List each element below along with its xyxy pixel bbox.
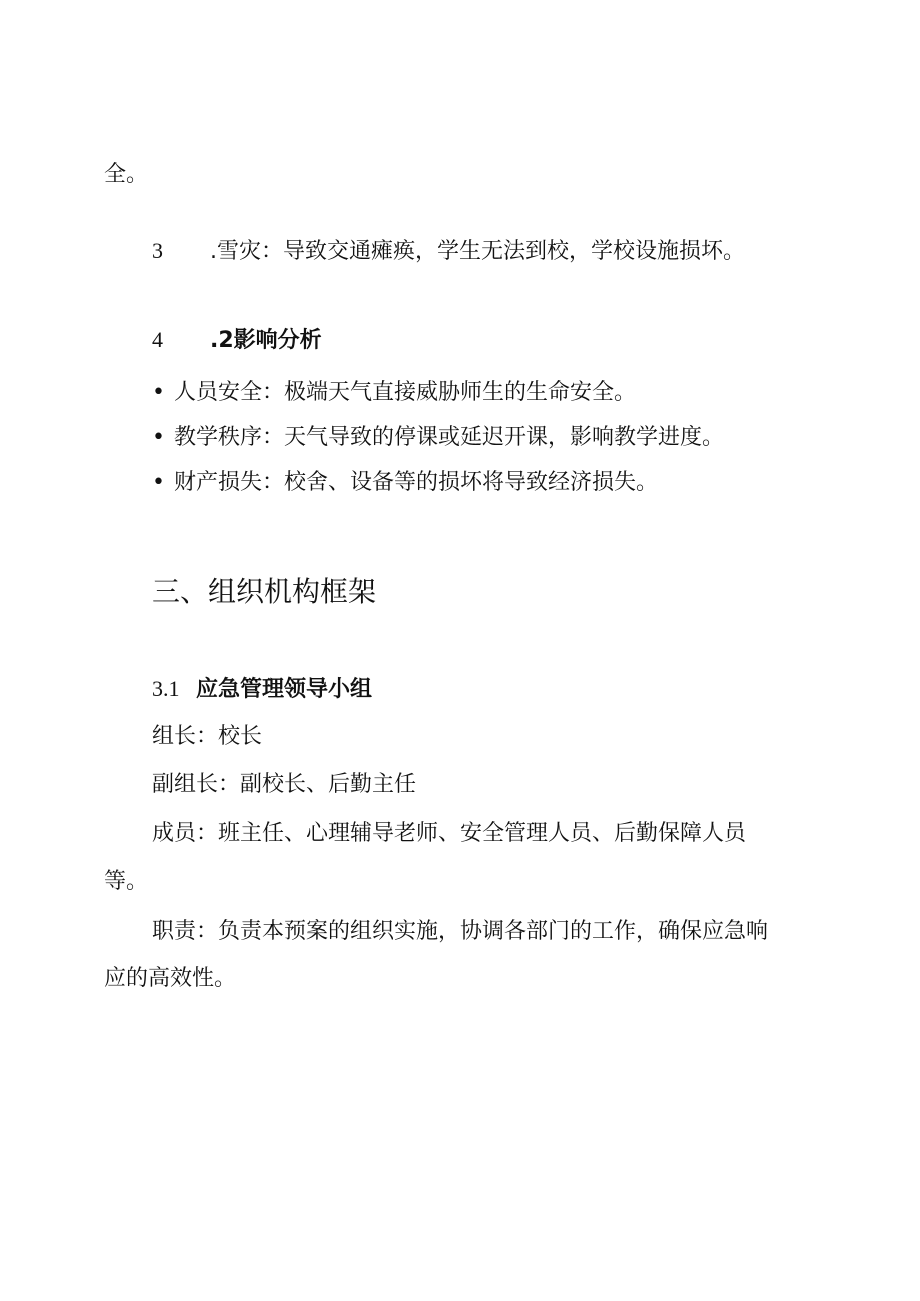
section-heading-3-1 bbox=[152, 674, 372, 705]
section-number: 4 bbox=[152, 327, 163, 352]
section-heading-4-2 bbox=[152, 325, 322, 356]
section-title: .2影响分析 bbox=[210, 328, 322, 353]
continuation-text: 全。 bbox=[104, 162, 149, 187]
item-number: 3 bbox=[152, 238, 163, 263]
members-line-continued: 等。 bbox=[104, 869, 149, 894]
bullet-icon: • bbox=[152, 470, 165, 495]
duty-line-continued: 应的高效性。 bbox=[104, 966, 237, 991]
section-title: 应急管理领导小组 bbox=[196, 677, 373, 702]
duty-line: 职责：负责本预案的组织实施，协调各部门的工作，确保应急响 bbox=[152, 919, 769, 944]
section-number: 3.1 bbox=[152, 676, 180, 701]
item-text: .雪灾：导致交通瘫痪，学生无法到校，学校设施损坏。 bbox=[210, 239, 745, 264]
members-line: 成员：班主任、心理辅导老师、安全管理人员、后勤保障人员 bbox=[152, 821, 747, 846]
list-item bbox=[152, 468, 658, 498]
list-item bbox=[152, 378, 636, 408]
bullet-text: 教学秩序：天气导致的停课或延迟开课，影响教学进度。 bbox=[174, 425, 725, 450]
deputy-line: 副组长：副校长、后勤主任 bbox=[152, 772, 417, 797]
bullet-icon: • bbox=[152, 380, 165, 405]
bullet-text: 人员安全：极端天气直接威胁师生的生命安全。 bbox=[174, 380, 637, 405]
bullet-text: 财产损失：校舍、设备等的损坏将导致经济损失。 bbox=[174, 470, 659, 495]
chapter-title: 三、组织机构框架 bbox=[152, 575, 377, 608]
bullet-icon: • bbox=[152, 425, 165, 450]
list-item-3 bbox=[152, 236, 745, 267]
leader-line: 组长：校长 bbox=[152, 724, 263, 749]
list-item bbox=[152, 423, 724, 453]
